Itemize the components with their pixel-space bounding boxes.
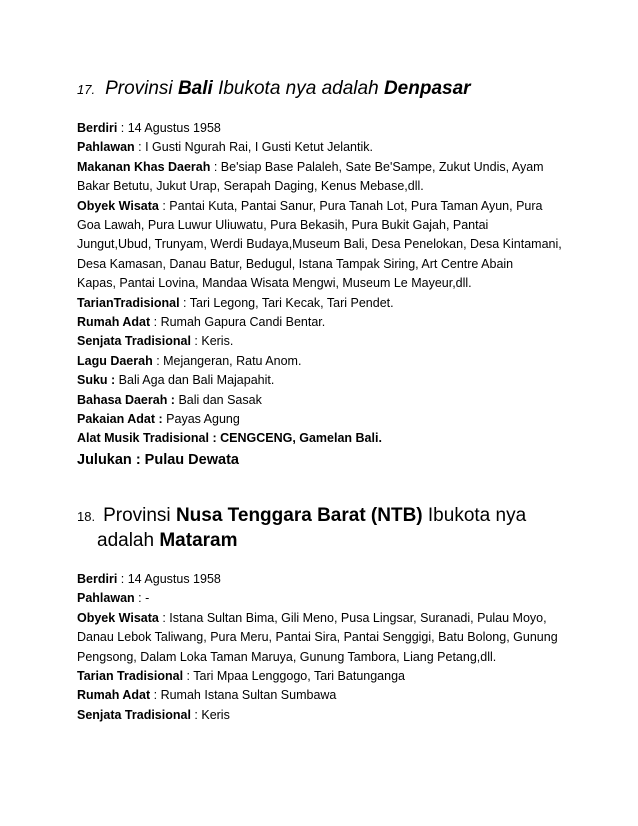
detail-line <box>77 120 221 136</box>
detail-line <box>77 139 373 155</box>
detail-label: Rumah Adat <box>77 688 151 703</box>
detail-text: : I Gusti Ngurah Rai, I Gusti Ketut Jelantik. <box>134 140 373 155</box>
julukan-line: Julukan : Pulau Dewata <box>77 451 239 468</box>
detail-line <box>77 256 513 272</box>
heading-prefix: Provinsi <box>105 78 178 99</box>
detail-line <box>77 295 394 311</box>
detail-line <box>77 629 558 645</box>
heading-line-2 <box>77 529 547 553</box>
detail-line <box>77 236 562 252</box>
detail-line <box>77 392 262 408</box>
item-number: 18. <box>77 509 96 524</box>
detail-text: : Istana Sultan Bima, Gili Meno, Pusa Lingsar, Suranadi, Pulau Moyo, <box>158 610 547 625</box>
detail-label: Senjata Tradisional <box>77 334 191 349</box>
detail-text: Bali Aga dan Bali Majapahit. <box>115 373 275 388</box>
detail-label: Berdiri <box>77 572 118 586</box>
detail-line <box>77 571 221 587</box>
detail-label: Suku : <box>77 373 116 388</box>
detail-line <box>77 198 542 214</box>
detail-text: : Tari Mpaa Lenggogo, Tari Batunganga <box>183 669 405 683</box>
detail-text: Jungut,Ubud, Trunyam, Werdi Budaya,Museum Bali, Desa Penelokan, Desa Kintamani, <box>77 237 562 252</box>
item-number: 17. <box>77 82 96 97</box>
detail-label: Berdiri <box>77 121 118 135</box>
detail-label: Pahlawan <box>77 591 135 606</box>
heading-middle: Ibukota nya adalah <box>212 78 384 99</box>
detail-text: : Rumah Gapura Candi Bentar. <box>150 315 326 329</box>
detail-label: TarianTradisional <box>77 295 180 310</box>
detail-line <box>77 668 405 684</box>
detail-label: Rumah Adat <box>77 315 151 329</box>
detail-line <box>77 217 488 233</box>
detail-line <box>77 353 301 369</box>
detail-text: Bali dan Sasak <box>174 392 262 407</box>
detail-label: Senjata Tradisional <box>77 707 191 722</box>
province-name: Bali <box>177 78 213 99</box>
detail-line <box>77 411 240 427</box>
detail-text: : Be'siap Base Palaleh, Sate Be'Sampe, Zukut Undis, Ayam <box>210 159 544 174</box>
detail-line <box>77 275 472 291</box>
detail-line <box>77 610 547 626</box>
detail-text: : - <box>134 591 150 606</box>
detail-line <box>77 372 274 388</box>
detail-text: : Pantai Kuta, Pantai Sanur, Pura Tanah Lot, Pura Taman Ayun, Pura <box>158 198 543 213</box>
detail-text: : Rumah Istana Sultan Sumbawa <box>150 688 337 703</box>
detail-line <box>77 649 496 665</box>
detail-label: Tarian Tradisional <box>77 669 184 683</box>
detail-line <box>77 178 424 194</box>
detail-text: : Keris. <box>190 334 234 349</box>
heading-bali <box>77 77 471 102</box>
detail-text: : Mejangeran, Ratu Anom. <box>152 353 302 368</box>
detail-text: : Tari Legong, Tari Kecak, Tari Pendet. <box>179 295 394 310</box>
detail-line <box>77 687 336 703</box>
detail-label: Lagu Daerah <box>77 353 153 368</box>
detail-text: : 14 Agustus 1958 <box>117 572 221 586</box>
detail-text: Pengsong, Dalam Loka Taman Maruya, Gunung Tambora, Liang Petang,dll. <box>77 649 497 664</box>
detail-text: Payas Agung <box>162 412 240 426</box>
detail-line <box>77 430 382 446</box>
detail-text: : 14 Agustus 1958 <box>117 121 221 135</box>
detail-label: Bahasa Daerah : <box>77 392 175 407</box>
detail-text: Kapas, Pantai Lovina, Mandaa Wisata Mengwi, Museum Le Mayeur,dll. <box>77 276 472 291</box>
detail-text: : Keris <box>190 707 230 722</box>
detail-line <box>77 314 325 330</box>
detail-text: Goa Lawah, Pura Luwur Uliuwatu, Pura Bekasih, Pura Bukit Gajah, Pantai <box>77 218 489 232</box>
province-name: Nusa Tenggara Barat (NTB) <box>175 505 423 526</box>
detail-text: Desa Kamasan, Danau Batur, Bedugul, Istana Tampak Siring, Art Centre Abain <box>77 256 514 271</box>
detail-label: Alat Musik Tradisional : CENGCENG, Gamelan Bali. <box>77 431 382 446</box>
capital-name: Mataram <box>159 530 238 551</box>
detail-line <box>77 707 230 723</box>
heading-prefix: Provinsi <box>103 505 176 526</box>
detail-label: Makanan Khas Daerah <box>77 159 211 174</box>
detail-label: Pahlawan <box>77 140 135 155</box>
detail-label: Obyek Wisata <box>77 198 159 213</box>
detail-label: Obyek Wisata <box>77 610 159 625</box>
heading-middle: Ibukota nya <box>422 505 527 526</box>
capital-name: Denpasar <box>383 78 471 99</box>
detail-label: Pakaian Adat : <box>77 412 163 426</box>
detail-text: Danau Lebok Taliwang, Pura Meru, Pantai Sira, Pantai Senggigi, Batu Bolong, Gunung <box>77 630 558 645</box>
detail-line <box>77 333 233 349</box>
detail-line <box>77 159 544 175</box>
heading-line2-prefix: adalah <box>97 530 160 551</box>
detail-text: Bakar Betutu, Jukut Urap, Serapah Daging, Kenus Mebase,dll. <box>77 179 424 194</box>
heading-ntb <box>77 504 547 553</box>
detail-line <box>77 590 149 606</box>
